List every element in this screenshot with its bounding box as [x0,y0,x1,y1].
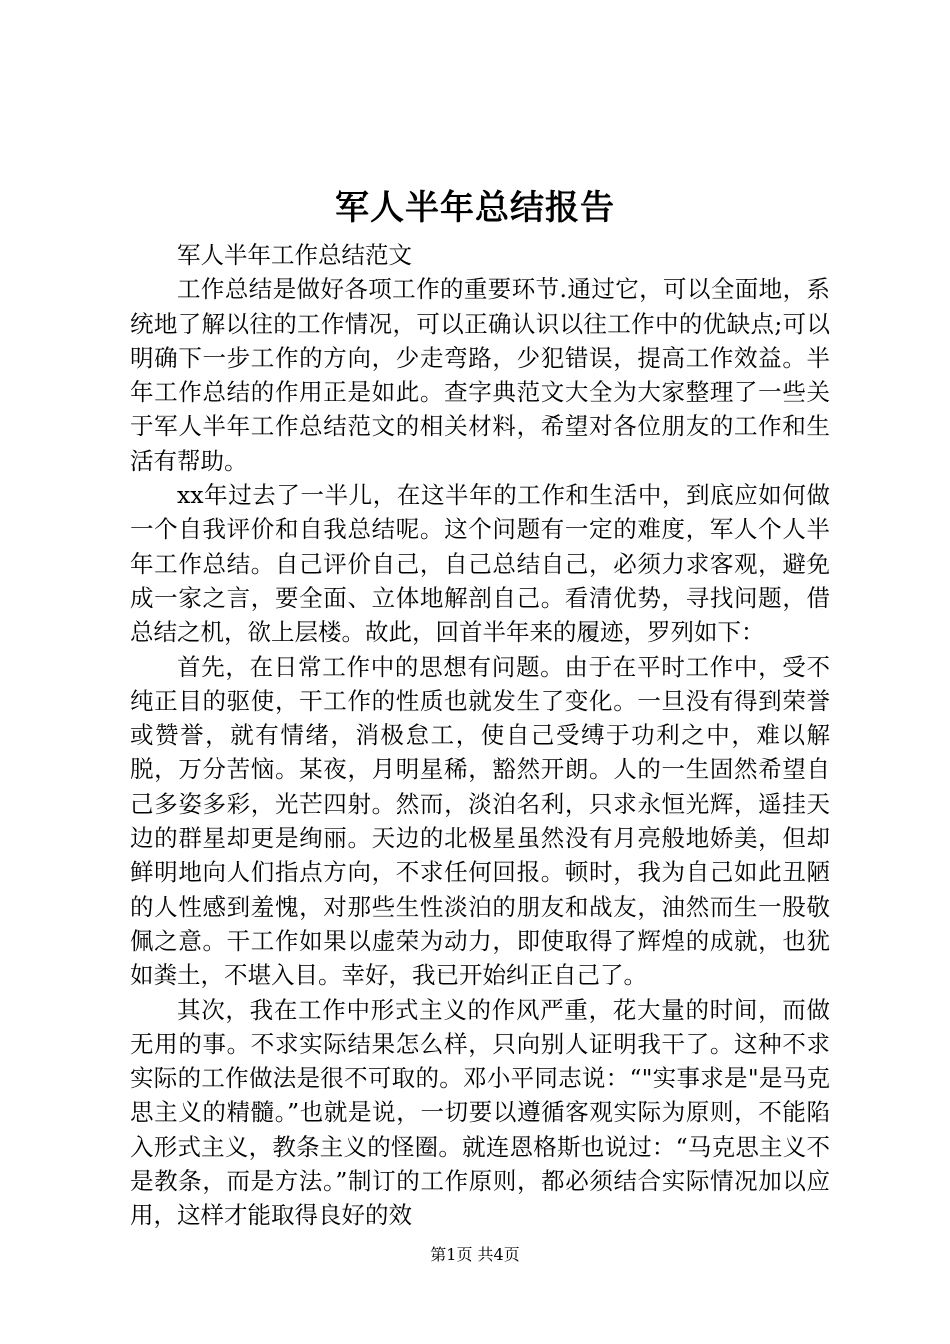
paragraph-subtitle: 军人半年工作总结范文 [177,241,412,269]
document-body [130,238,830,1233]
paragraph-first-point: 首先，在日常工作中的思想有问题。由于在平时工作中，受不纯正目的驱使，干工作的性质也就发生了变化。一旦没有得到荣誉或赞誉，就有情绪，消极怠工，使自己受缚于功利之中，难以解脱，万分苦恼。某夜，月明星稀，豁然开朗。人的一生固然希望自己多姿多彩，光芒四射。然而，淡泊名利，只求永恒光辉，遥挂天边的群星却更是绚丽。天边的北极星虽然没有月亮般地娇美，但却鲜明地向人们指点方向，不求任何回报。顿时，我为自己如此丑陋的人性感到羞愧，对那些生性淡泊的朋友和战友，油然而生一股敬佩之意。干工作如果以虚荣为动力，即使取得了辉煌的成就，也犹如粪土，不堪入目。幸好，我已开始纠正自己了。 [130,652,830,990]
paragraph-review: xx年过去了一半儿，在这半年的工作和生活中，到底应如何做一个自我评价和自我总结呢。这个问题有一定的难度，军人个人半年工作总结。自己评价自己，自己总结自己，必须力求客观，避免成一家之言，要全面、立体地解剖自己。看清优势，寻找问题，借总结之机，欲上层楼。故此，回首半年来的履迹，罗列如下： [130,481,830,647]
paragraph-intro: 工作总结是做好各项工作的重要环节.通过它，可以全面地，系统地了解以往的工作情况，可以正确认识以往工作中的优缺点;可以明确下一步工作的方向，少走弯路，少犯错误，提高工作效益。半年工作总结的作用正是如此。查字典范文大全为大家整理了一些关于军人半年工作总结范文的相关材料，希望对各位朋友的工作和生活有帮助。 [130,275,830,475]
paragraph-second-point: 其次，我在工作中形式主义的作风严重，花大量的时间，而做无用的事。不求实际结果怎么样，只向别人证明我干了。这种不求实际的工作做法是很不可取的。邓小平同志说：“"实事求是"是马克思主义的精髓。”也就是说，一切要以遵循客观实际为原则，不能陷入形式主义，教条主义的怪圈。就连恩格斯也说过：“马克思主义不是教条，而是方法。”制订的工作原则，都必须结合实际情况加以应用，这样才能取得良好的效 [130,995,830,1230]
document-title: 军人半年总结报告 [335,188,615,228]
page-number-footer: 第1页 共4页 [430,1245,520,1264]
